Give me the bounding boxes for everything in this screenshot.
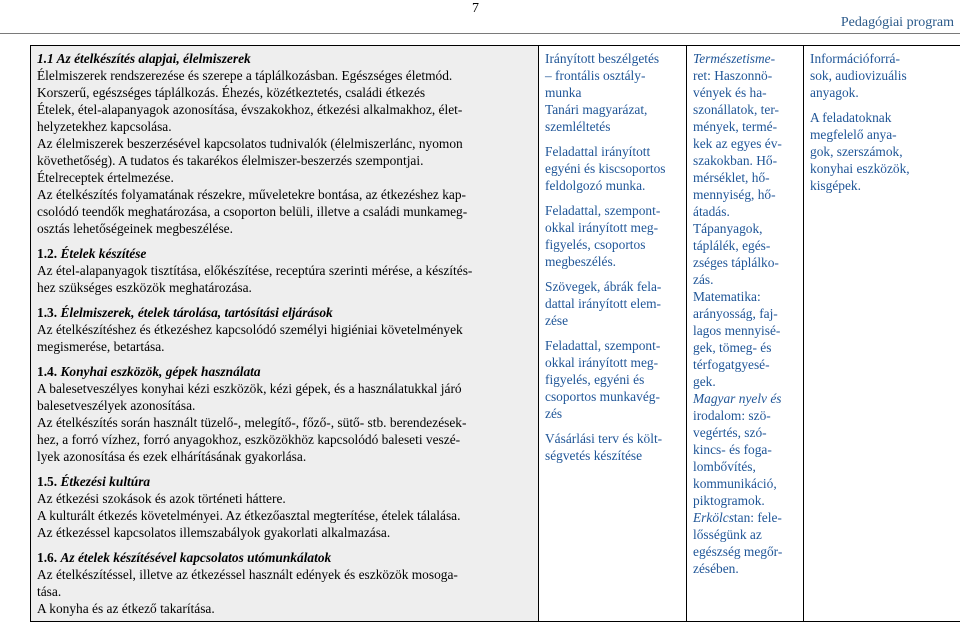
methods-column [539,46,687,622]
section-number: 1.3. [37,305,58,320]
text-line: Az élelmiszerek beszerzésével kapcsolatos tudnivalók (élelmiszerlánc, nyomon [37,136,463,151]
text-line: sok, audiovizuális [810,68,907,83]
text-line: Matematika: [693,289,761,304]
text-line: mérséklet, hő- [693,170,770,185]
text-line: mennyiség, hő- [693,187,776,202]
text-line: kek az egyes év- [693,136,782,151]
text-line: Az étkezési szokások és azok történeti háttere. [37,491,286,506]
text-line: Természetisme- [693,51,776,66]
text-line: – frontális osztály- [545,68,646,83]
text-line: Feladattal, szempont- [545,338,661,353]
text-line: okkal irányított meg- [545,355,659,370]
resources-column [804,46,960,622]
text-line: Ételek, étel-alapanyagok azonosítása, évszakokhoz, étkezési alkalmakhoz, élet- [37,102,463,117]
text-line: hez szükséges eszközök meghatározása. [37,280,252,295]
text-line: helyzetekhez kapcsolása. [37,119,172,134]
text-line: csoportos munkavég- [545,389,660,404]
text-line [693,509,797,526]
section-name: Ételek készítése [60,246,147,261]
text-line: dattal irányított elem- [545,296,662,311]
text-line: Az ételkészítés során használt tüzelő-, melegítő-, főző-, sütő- stb. berendezések- [37,415,467,430]
text-line: mények, termé- [693,119,778,134]
text-line: lősségünk az [693,527,762,542]
section-number: 1.6. [37,550,58,565]
text-line: okkal irányított meg- [545,220,659,235]
text-line: Korszerű, egészséges táplálkozás. Éhezés, közétkeztetés, családi étkezés [37,85,426,100]
section-number: 1.2. [37,246,58,261]
text-line: Tápanyagok, [693,221,763,236]
text-line: megbeszélés. [545,254,617,269]
section-name: Élelmiszerek, ételek tárolása, tartósítási eljárások [60,305,333,320]
text-line: kincs- és foga- [693,442,772,457]
text-line: piktogramok. [693,493,765,508]
text-line: zés [545,406,563,421]
section-number: 1.5. [37,474,58,489]
header-divider [0,33,960,34]
table-row [31,46,960,622]
text-line: feldolgozó munka. [545,178,646,193]
text-line: gek. [693,374,716,389]
text-line: A feladatoknak [810,110,892,125]
text-line: Az ételkészítéshez és étkezéshez kapcsolódó személyi higiéniai követelmények [37,322,463,337]
text-line: konyhai eszközök, [810,161,910,176]
text-line: ret: Haszonnö- [693,68,773,83]
text-line: kisgépek. [810,178,861,193]
text-line: átadás. [693,204,730,219]
section-name: Konyhai eszközök, gépek használata [60,364,261,379]
text-line: követhetőség). A tudatos és takarékos élelmiszer-beszerzés szempontjai. [37,153,424,168]
text-line: tása. [37,584,62,599]
text-line: zséges táplálko- [693,255,779,270]
text-line: gok, szerszámok, [810,144,903,159]
text-line: szemléltetés [545,119,611,134]
text-line: Irányított beszélgetés [545,51,660,66]
section-title [37,473,532,490]
section-title: 1.1 Az ételkészítés alapjai, élelmiszerek [37,51,251,66]
text-line: A kulturált étkezés követelményei. Az étkezőasztal megterítése, ételek tálalása. [37,508,461,523]
connections-column [687,46,804,622]
section-name: Az ételek készítésével kapcsolatos utómunkálatok [60,550,332,565]
text-line: térfogatgyesé- [693,357,770,372]
page-number: 7 [472,1,479,16]
text-line: Magyar nyelv és [693,391,782,406]
text-line: Ételreceptek értelmezése. [37,170,174,185]
text-line: munka [545,85,582,100]
text-line: Élelmiszerek rendszerezése és szerepe a táplálkozásban. Egészséges életmód. [37,68,453,83]
text-line: Feladattal irányított [545,144,651,159]
text-line: szakokban. Hő- [693,153,778,168]
text-line: arányosság, faj- [693,306,778,321]
text-line: lagos mennyisé- [693,323,781,338]
text-line: anyagok. [810,85,859,100]
text-line: osztás lehetőségeinek megbeszélése. [37,221,233,236]
text-line: zése [545,313,569,328]
text-line: zésében. [693,561,739,576]
text-line: Az ételkészítéssel, illetve az étkezéssel használt edények és eszközök mosoga- [37,567,458,582]
text-line: egészség megőr- [693,544,783,559]
text-line: szonállatok, ter- [693,102,779,117]
section-title [37,304,532,321]
topics-column [31,46,539,622]
text-line: A balesetveszélyes konyhai kézi eszközök, kézi gépek, és a használatukkal járó [37,381,462,396]
text-line: csolódó teendők meghatározása, a csoporton belüli, illetve a családi munkameg- [37,204,468,219]
text-line: gek, tömeg- és [693,340,772,355]
text-line: Az étel-alapanyagok tisztítása, előkészítése, receptúra szerinti mérése, a készítés- [37,263,473,278]
text-line: megfelelő anya- [810,127,897,142]
section-name: Étkezési kultúra [60,474,151,489]
text-line: Szövegek, ábrák fela- [545,279,662,294]
section-title [37,245,532,262]
text-line: kommunikáció, [693,476,777,491]
text-line: megismerése, betartása. [37,339,165,354]
text-line: balesetveszélyek azonosítása. [37,398,196,413]
program-title: Pedagógiai program [840,15,954,30]
text-line: egyéni és kiscsoportos [545,161,666,176]
section-title [37,549,532,566]
text-line: zás. [693,272,714,287]
text-line: táplálék, egés- [693,238,771,253]
text-line: ségvetés készítése [545,448,643,463]
text-line: Információforrá- [810,51,900,66]
text-line: lyek azonosítása és ezek elhárításának gyakorlása. [37,449,307,464]
text-line: figyelés, csoportos [545,237,646,252]
text-line: Tanári magyarázat, [545,102,648,117]
section-number: 1.4. [37,364,58,379]
text-line: Az étkezéssel kapcsolatos illemszabályok gyakorlati alkalmazása. [37,525,391,540]
section-title [37,363,532,380]
text-line: lombővítés, [693,459,756,474]
text-line: Feladattal, szempont- [545,203,661,218]
text-line: Az ételkészítés folyamatának részekre, műveletekre bontása, az étkezéshez kap- [37,187,467,202]
text-line: A konyha és az étkező takarítása. [37,601,215,616]
curriculum-table [30,45,960,622]
text-line: figyelés, egyéni és [545,372,645,387]
text-fragment: tan: fele- [733,510,782,525]
text-line: irodalom: szö- [693,408,771,423]
text-line: vények és ha- [693,85,767,100]
text-line: vegértés, szó- [693,425,767,440]
text-line: hez, a forró vízhez, forró anyagokhoz, eszközökhöz kapcsolódó baleseti veszé- [37,432,461,447]
subject-name: Erkölcs [693,510,734,525]
text-line: Vásárlási terv és költ- [545,431,663,446]
